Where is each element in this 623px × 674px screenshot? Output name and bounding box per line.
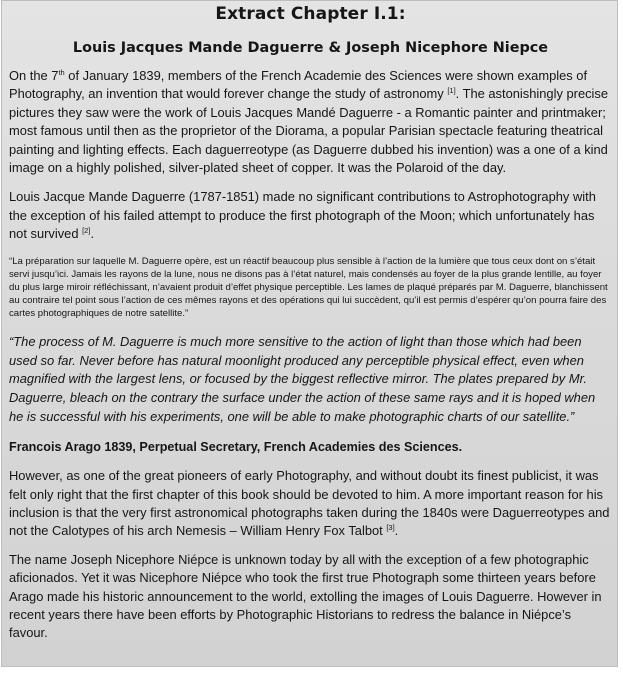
paragraph-daguerre-bio-text-a: Louis Jacque Mande Daguerre (1787-1851) made no significant contributions to Astrophotography with the exception of his failed attempt to produce the first photograph of the Moon; which unfortunately has not survived	[9, 189, 596, 242]
footnote-ref-1: [1]	[447, 86, 456, 96]
french-quote: “La préparation sur laquelle M. Daguerre opère, est un réactif beaucoup plus sensible à l’action de la lumière que tous ceux dont on s’était servi jusqu’ici. Jamais les rayons de la lune, nous ne disons pas à l’état naturel, mais condensés au foyer de la plus grande lentille, au foyer du plus large miroir réfléchissant, n’avaient produit d’effet physique perceptible. Les lames de plaqué préparés par M. Daguerre, blanchissent au contraire tel point sous l’action de ces mêmes rayons et des opérations qui lui succèdent, qu’il est permis d’espérer qu’on pourra faire des cartes photographiques de notre satellite.”	[9, 255, 608, 320]
footnote-ref-2: [2]	[82, 226, 91, 236]
paragraph-publicist	[9, 467, 612, 541]
page-title: Extract Chapter I.1:	[215, 4, 406, 24]
paragraph-intro	[9, 67, 612, 177]
chapter-subtitle: Louis Jacques Mande Daguerre & Joseph Nicephore Niepce	[72, 40, 549, 56]
quote-attribution: Francois Arago 1839, Perpetual Secretary, French Academies des Sciences.	[9, 440, 463, 455]
paragraph-niepce: The name Joseph Nicephore Niépce is unknown today by all with the exception of a few photographic aficionados. Yet it was Nicephore Niépce who took the first true Photograph some thirteen years before Arago made his historic announcement to the world, extolling the images of Louis Daguerre. However in recent years there have been efforts by Photographic Historians to redress the balance in Niépce’s favour.	[9, 551, 602, 641]
paragraph-daguerre-bio-text-b: .	[90, 226, 95, 242]
paragraph-publicist-text-a: However, as one of the great pioneers of early Photography, and without doubt its finest publicist, it was felt only right that the first chapter of this book should be devoted to him. A more important reason for his inclusion is that the very first astronomical photographs taken during the 1840s were Daguerreotypes and not the Calotypes of his arch Nemesis – William Henry Fox Talbot	[9, 468, 610, 539]
ordinal-suffix: th	[58, 68, 65, 77]
document-page	[1, 0, 618, 667]
paragraph-daguerre-bio	[9, 188, 612, 243]
footnote-ref-3: [3]	[386, 523, 395, 533]
paragraph-intro-text-a: On the 7	[9, 68, 59, 83]
paragraph-intro-text-b: of January 1839, members of the French Academie des Sciences were shown examples of Photography, an invention that would forever change the study of astronomy	[9, 68, 588, 102]
paragraph-intro-text-c: . The astonishingly precise pictures they saw were the work of Louis Jacques Mandé Daguerre - a Romantic painter and printmaker; most famous until then as the proprietor of the Diorama, a popular Parisian spectacle featuring theatrical painting and lighting effects. Each daguerreotype (as Daguerre dubbed his invention) was a one of a kind image on a highly polished, silver-plated sheet of copper. It was the Polaroid of the day.	[9, 86, 609, 176]
paragraph-publicist-text-b: .	[394, 523, 399, 539]
english-quote: “The process of M. Daguerre is much more sensitive to the action of light than those which had been used so far. Never before has natural moonlight produced any perceptible physical effect, even when magnified with the largest lens, or focused by the biggest reflective mirror. The plates prepared by Mr. Daguerre, bleach on the contrary the surface under the action of these same rays and it is hoped when he is successful with his experiments, one will be able to make photographic charts of our satellite.”	[9, 334, 596, 424]
